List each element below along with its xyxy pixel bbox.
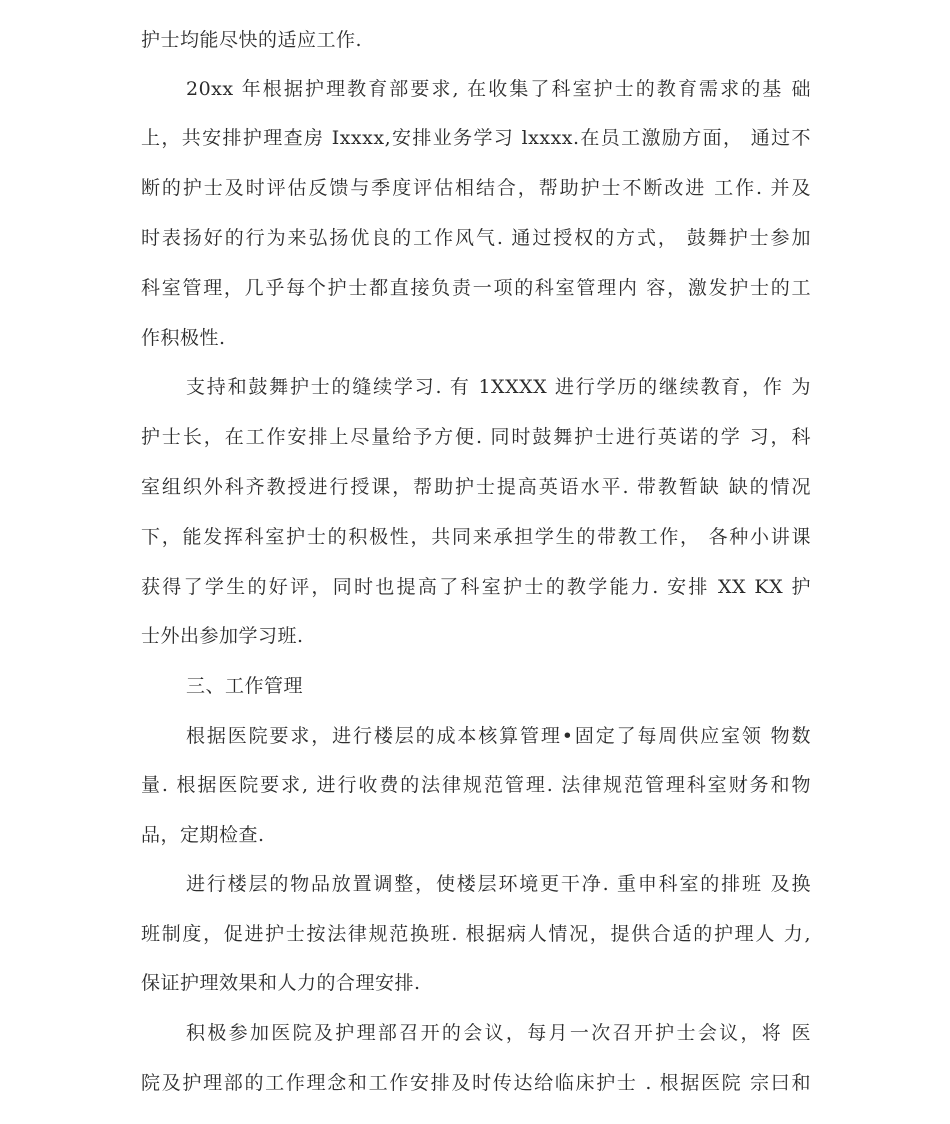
text-line: 上，共安排护理查房 Ixxxx,安排业务学习 lxxxx.在员工激励方面， 通过不	[141, 127, 811, 149]
text-line: 时表扬好的行为来弘扬优良的工作风气. 通过授权的方式， 鼓舞护士参加	[141, 227, 811, 249]
text-line: 积极参加医院及护理部召开的会议，每月一次召开护士会议，将 医	[186, 1022, 811, 1044]
section-heading: 三、工作管理	[186, 675, 304, 697]
text-line: 士外出参加学习班.	[141, 625, 304, 647]
text-line: 保证护理效果和人力的合理安排.	[141, 972, 421, 994]
text-line: 支持和鼓舞护士的缝续学习. 有 1XXXX 进行学历的继续教育，作 为	[186, 376, 811, 398]
text-line: 作积极性.	[141, 327, 226, 349]
text-line: 科室管理，几乎每个护士都直接负责一项的科室管理内 容，激发护士的工	[141, 277, 811, 299]
text-line: 量. 根据医院要求, 进行收费的法律规范管理. 法律规范管理科室财务和物	[141, 774, 811, 796]
text-line: 进行楼层的物品放置调整，使楼层环境更干净. 重申科室的排班 及换	[186, 873, 811, 895]
text-line: 20xx 年根据护理教育部要求, 在收集了科室护士的教育需求的基 础	[186, 78, 811, 100]
text-line: 院及护理部的工作理念和工作安排及时传达给临床护士 . 根据医院 宗曰和	[141, 1072, 811, 1094]
text-line: 班制度，促进护士按法律规范换班. 根据病人情况，提供合适的护理人 力,	[141, 923, 811, 945]
text-line: 护士长，在工作安排上尽量给予方便. 同时鼓舞护士进行英诺的学 习，科	[141, 426, 811, 448]
text-line: 根据医院要求，进行楼层的成本核算管理•固定了每周供应室领 物数	[186, 725, 811, 747]
text-line: 断的护士及时评估反馈与季度评估相结合，帮助护士不断改进 工作. 并及	[141, 177, 811, 199]
text-line: 护士均能尽快的适应工作.	[141, 29, 363, 51]
text-line: 室组织外科齐教授进行授课，帮助护士提高英语水平. 带教暂缺 缺的情况	[141, 476, 811, 498]
text-line: 品，定期检查.	[141, 824, 265, 846]
text-line: 获得了学生的好评，同时也提高了科室护士的教学能力. 安排 XX KX 护	[141, 576, 811, 598]
text-line: 下，能发挥科室护士的积极性，共同来承担学生的带教工作， 各种小讲课	[141, 526, 811, 548]
